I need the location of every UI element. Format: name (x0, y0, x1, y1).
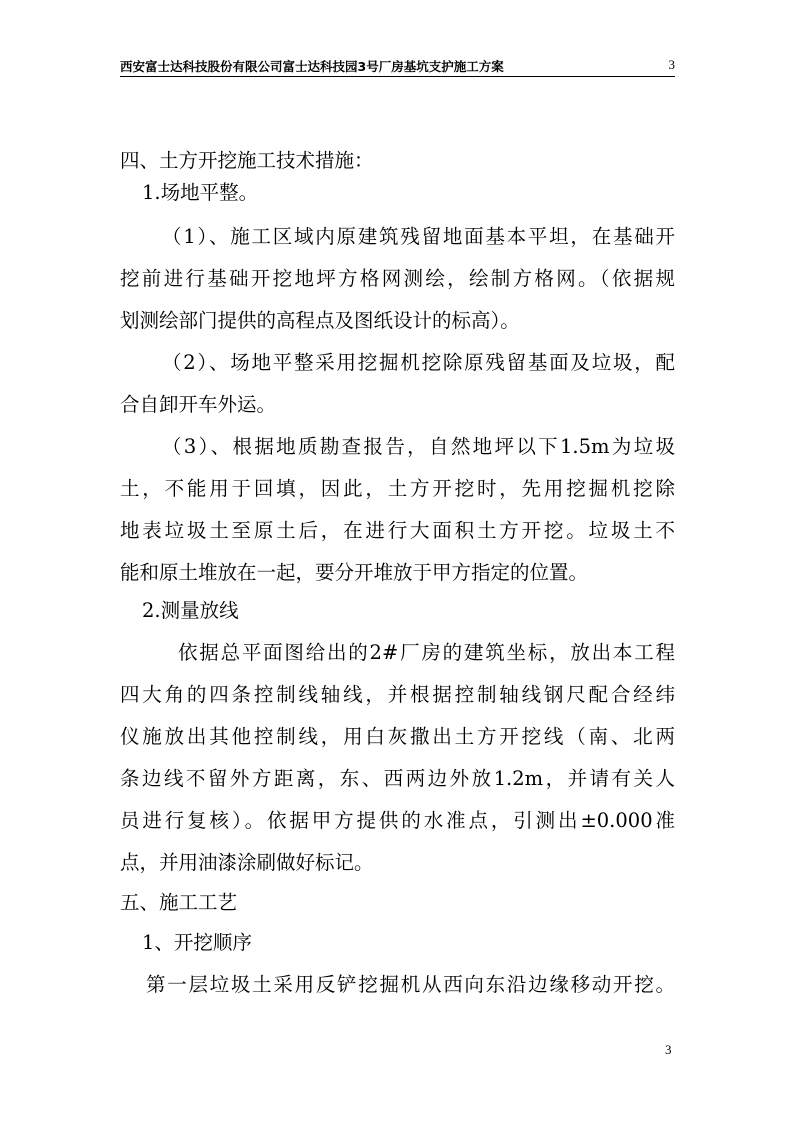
paragraph-line: 划测绘部门提供的高程点及图纸设计的标高）。 (120, 309, 520, 332)
paragraph-3 (120, 432, 675, 588)
paragraph-line: 地表垃圾土至原土后，在进行大面积土方开挖。垃圾土不 (120, 519, 675, 542)
paragraph-line: 合自卸开车外运。 (120, 393, 277, 416)
paragraph-line: 依据总平面图给出的2#厂房的建筑坐标，放出本工程 (178, 641, 675, 664)
paragraph-line: （3）、根据地质勘查报告，自然地坪以下1.5m为垃圾 (162, 435, 675, 458)
section-4-heading: 四、土方开挖施工技术措施： (120, 149, 374, 172)
subsection-1-heading: 1.场地平整。 (142, 181, 259, 204)
paragraph-4 (120, 638, 675, 878)
paragraph-5 (120, 970, 675, 1000)
subsection-5-1-heading: 1、开挖顺序 (142, 931, 252, 954)
paragraph-line: 挖前进行基础开挖地坪方格网测绘，绘制方格网。（依据规 (120, 267, 675, 290)
paragraph-1 (120, 222, 675, 336)
paragraph-line: 第一层垃圾土采用反铲挖掘机从西向东沿边缘移动开挖。 (146, 973, 675, 996)
paragraph-line: 四大角的四条控制线轴线，并根据控制轴线钢尺配合经纬 (120, 683, 675, 706)
paragraph-line: 条边线不留外方距离，东、西两边外放1.2m，并请有关人 (120, 767, 675, 790)
header-title: 西安富士达科技股份有限公司富士达科技园3号厂房基坑支护施工方案 (120, 59, 504, 74)
paragraph-line: 能和原土堆放在一起，要分开堆放于甲方指定的位置。 (120, 561, 589, 584)
paragraph-line: （2）、场地平整采用挖掘机挖除原残留基面及垃圾，配 (162, 351, 675, 374)
paragraph-line: 点，并用油漆涂刷做好标记。 (120, 851, 374, 874)
paragraph-line: 员进行复核）。依据甲方提供的水准点，引测出±0.000准 (120, 809, 675, 832)
paragraph-2 (120, 348, 675, 420)
paragraph-line: 土，不能用于回填，因此，土方开挖时，先用挖掘机挖除 (120, 477, 675, 500)
subsection-2-heading: 2.测量放线 (142, 599, 239, 622)
section-5-heading: 五、施工工艺 (120, 891, 238, 914)
footer-page-number: 3 (665, 1042, 672, 1057)
paragraph-line: 仪施放出其他控制线，用白灰撒出土方开挖线（南、北两 (120, 725, 675, 748)
header-page-number: 3 (668, 57, 675, 72)
paragraph-line: （1）、施工区域内原建筑残留地面基本平坦，在基础开 (162, 225, 675, 248)
document-body (120, 146, 675, 1000)
page-header (120, 55, 675, 77)
